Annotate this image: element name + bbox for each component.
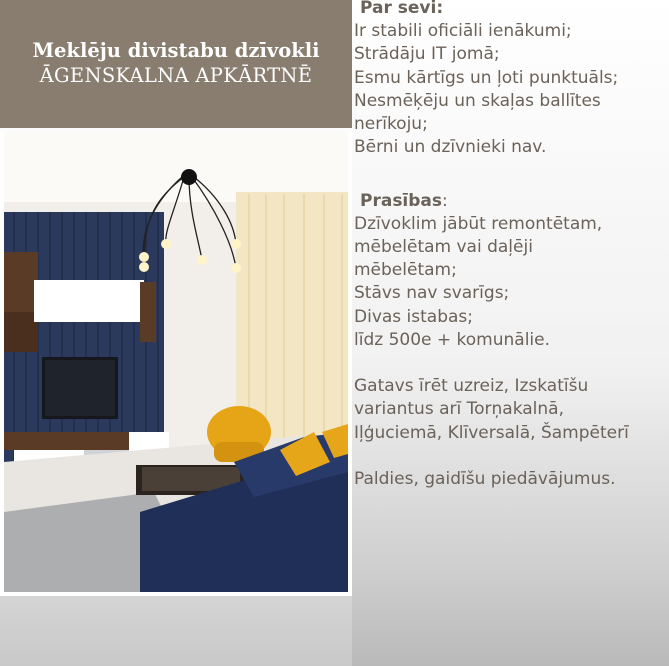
availability-line: Iļģuciemā, Klīversalā, Šampēterī bbox=[354, 422, 629, 443]
availability-line: Gatavs īrēt uzreiz, Izskatīšu bbox=[354, 376, 589, 397]
requirement-line: mēbelētam vai daļēji bbox=[354, 237, 533, 258]
about-line: Esmu kārtīgs un ļoti punktuāls; bbox=[354, 67, 619, 88]
requirements-heading-text: Prasības bbox=[360, 190, 443, 211]
about-line: Bērni un dzīvnieki nav. bbox=[354, 137, 547, 158]
requirement-line: Stāvs nav svarīgs; bbox=[354, 283, 510, 304]
about-line: Ir stabili oficiāli ienākumi; bbox=[354, 21, 572, 42]
title-line-2: ĀGENSKALNA APKĀRTNĒ bbox=[39, 64, 313, 87]
closing-line: Paldies, gaidīšu piedāvājumus. bbox=[354, 469, 616, 490]
spacer bbox=[354, 159, 669, 182]
photo-frame bbox=[0, 132, 352, 596]
requirement-line: mēbelētam; bbox=[354, 260, 457, 281]
text-column bbox=[354, 0, 669, 491]
living-room-photo bbox=[4, 132, 348, 592]
requirement-line: Dzīvoklim jābūt remontētam, bbox=[354, 213, 603, 234]
about-line: Strādāju IT jomā; bbox=[354, 44, 500, 65]
spacer bbox=[354, 445, 669, 468]
requirement-line: līdz 500e + komunālie. bbox=[354, 329, 550, 350]
about-line: Nesmēķēju un skaļas ballītes bbox=[354, 90, 601, 111]
title-banner bbox=[0, 0, 352, 128]
requirement-line: Divas istabas; bbox=[354, 306, 474, 327]
about-heading: Par sevi: bbox=[360, 0, 444, 18]
requirements-heading-colon: : bbox=[442, 190, 448, 211]
about-line: nerīkoju; bbox=[354, 114, 428, 135]
availability-line: variantus arī Torņakalnā, bbox=[354, 399, 564, 420]
title-line-1: Meklēju divistabu dzīvokli bbox=[32, 39, 320, 62]
requirements-heading bbox=[354, 190, 669, 213]
spacer bbox=[354, 352, 669, 375]
